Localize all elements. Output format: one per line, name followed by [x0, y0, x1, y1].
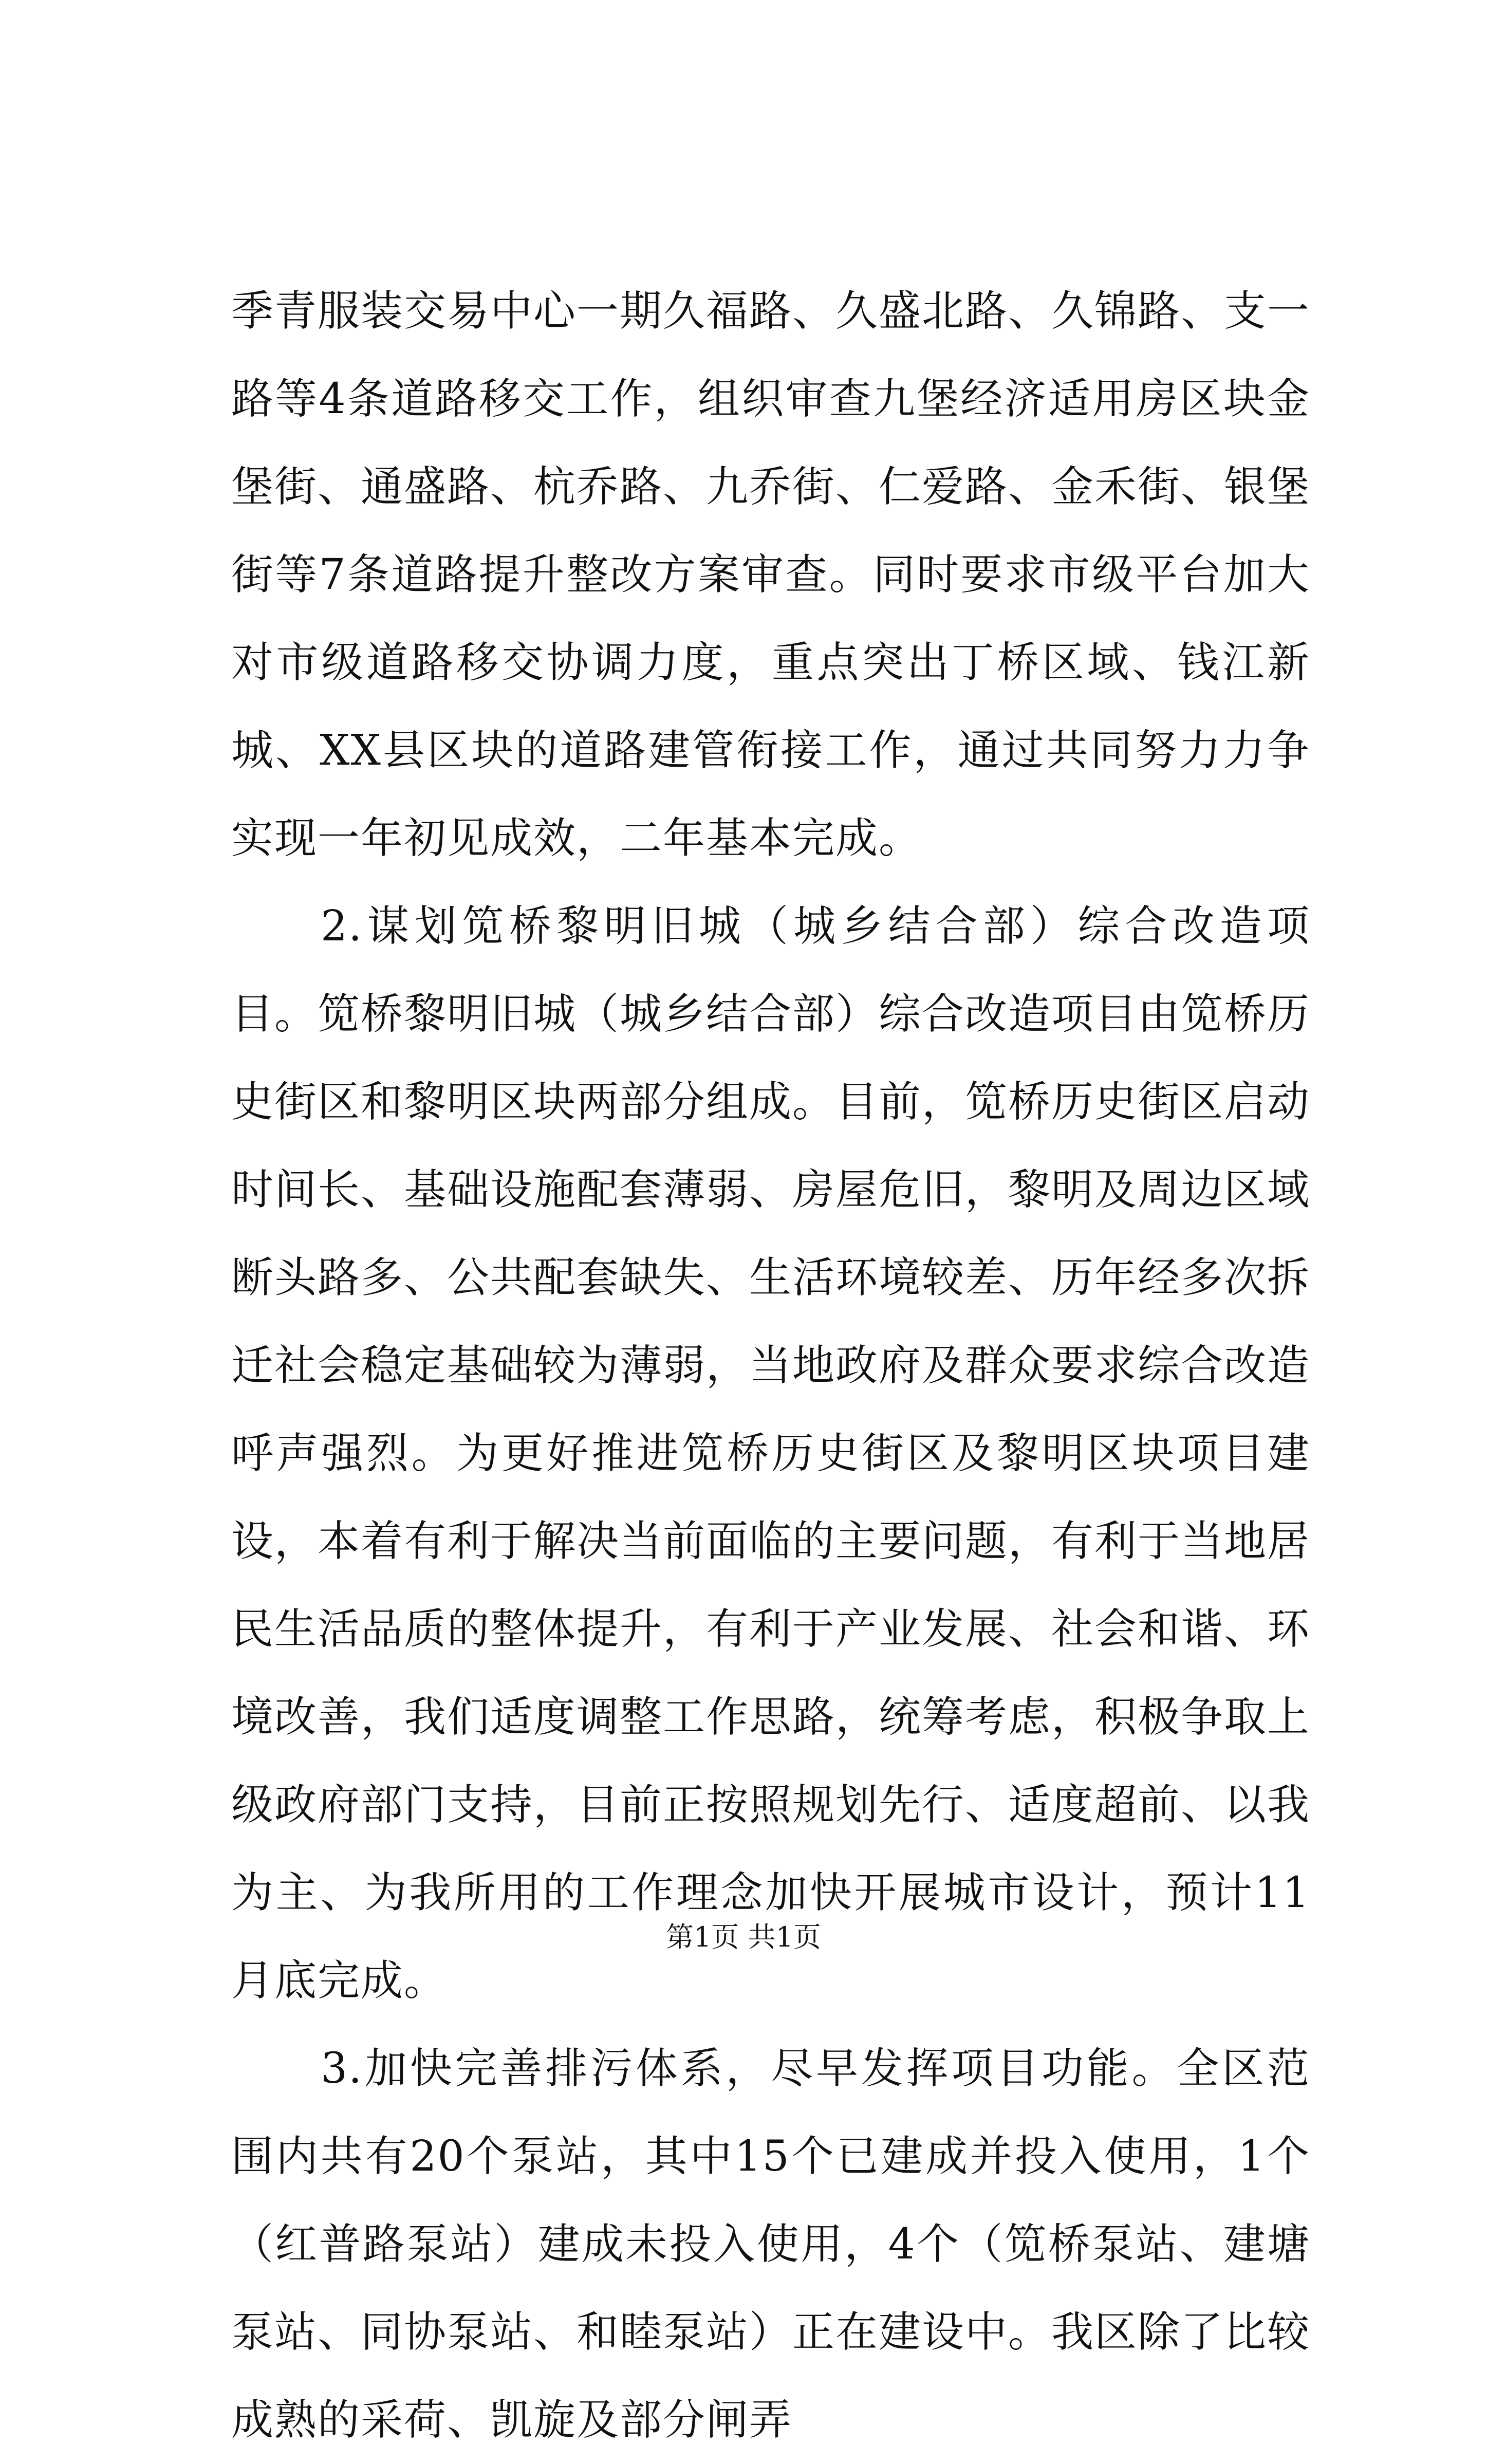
paragraph-item-2: 2.谋划笕桥黎明旧城（城乡结合部）综合改造项目。笕桥黎明旧城（城乡结合部）综合改造项目由笕桥历史街区和黎明区块两部分组成。目前，笕桥历史街区启动时间长、基础设施配套薄弱、房屋危旧，黎明及周边区域断头路多、公共配套缺失、生活环境较差、历年经多次拆迁社会稳定基础较为薄弱，当地政府及群众要求综合改造呼声强烈。为更好推进笕桥历史街区及黎明区块项目建设，本着有利于解决当前面临的主要问题，有利于当地居民生活品质的整体提升，有利于产业发展、社会和谐、环境改善，我们适度调整工作思路，统筹考虑，积极争取上级政府部门支持，目前正按照规划先行、适度超前、以我为主、为我所用的工作理念加快开展城市设计，预计11月底完成。: [231, 902, 1311, 2005]
page-footer: 第1页 共1页: [666, 1921, 821, 1953]
paragraph-continuation: 季青服装交易中心一期久福路、久盛北路、久锦路、支一路等4条道路移交工作，组织审查九堡经济适用房区块金堡街、通盛路、杭乔路、九乔街、仁爱路、金禾街、银堡街等7条道路提升整改方案审查。同时要求市级平台加大对市级道路移交协调力度，重点突出丁桥区域、钱江新城、XX县区块的道路建管衔接工作，通过共同努力力争实现一年初见成效，二年基本完成。: [231, 287, 1311, 863]
document-body: [231, 267, 1310, 2464]
paragraph-item-3: 3.加快完善排污体系，尽早发挥项目功能。全区范围内共有20个泵站，其中15个已建成并投入使用，1个（红普路泵站）建成未投入使用，4个（笕桥泵站、建塘泵站、同协泵站、和睦泵站）正在建设中。我区除了比较成熟的采荷、凯旋及部分闸弄: [231, 2044, 1311, 2444]
